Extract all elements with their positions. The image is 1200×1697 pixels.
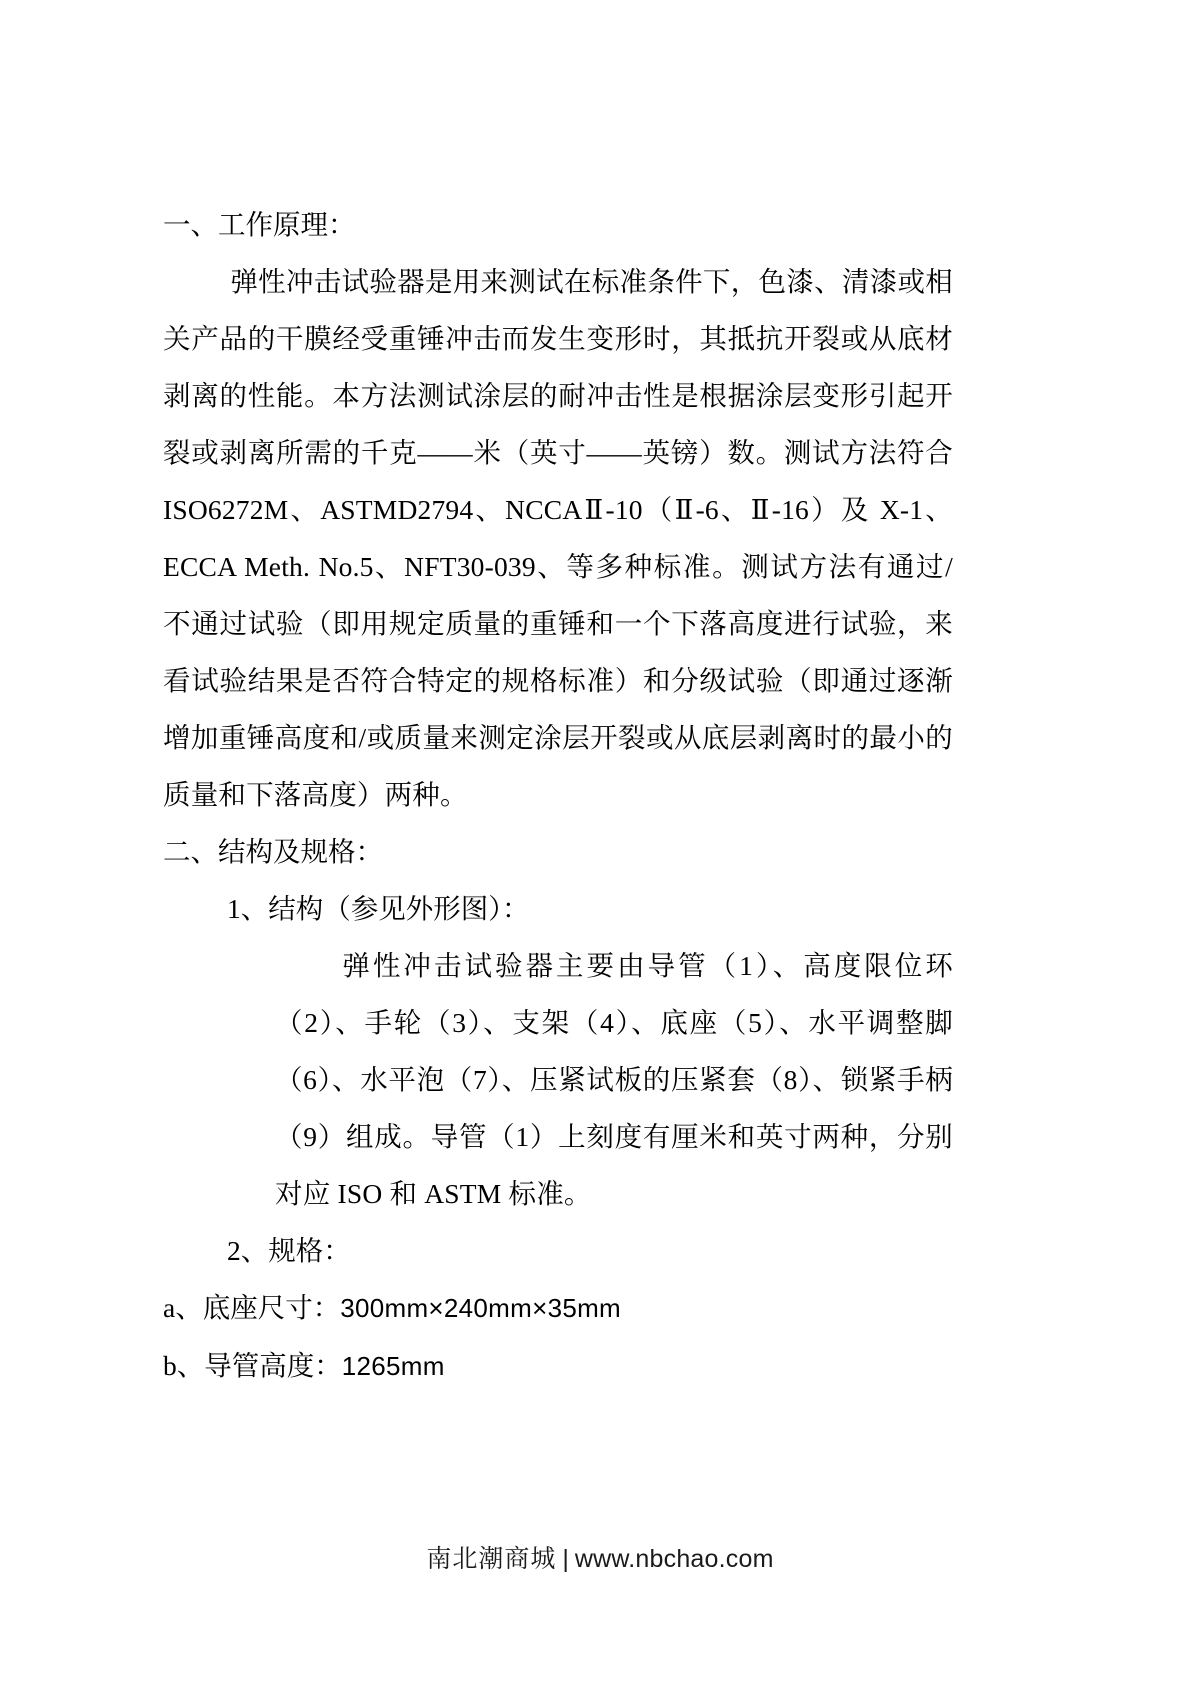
section-2-item-1-paragraph: 弹性冲击试验器主要由导管（1）、高度限位环（2）、手轮（3）、支架（4）、底座（5）、水平调整脚（6）、水平泡（7）、压紧试板的压紧套（8）、锁紧手柄（9）组成。导管（1）上刻度有厘米和英寸两种，分别对应 ISO 和 ASTM 标准。 (275, 950, 953, 1209)
page-footer (0, 1542, 1200, 1577)
section-1-heading: 一、工作原理： (163, 209, 356, 240)
section-1-paragraph: 弹性冲击试验器是用来测试在标准条件下，色漆、清漆或相关产品的干膜经受重锤冲击而发生变形时，其抵抗开裂或从底材剥离的性能。本方法测试涂层的耐冲击性是根据涂层变形引起开裂或剥离所需的千克——米（英寸——英镑）数。测试方法符合 ISO6272M、ASTMD2794、NCCAⅡ-10（Ⅱ-6、Ⅱ-16）及 X-1、ECCA Meth. No.5、NFT30-039、等多种标准。测试方法有通过/不通过试验（即用规定质量的重锤和一个下落高度进行试验，来看试验结果是否符合特定的规格标准）和分级试验（即通过逐渐增加重锤高度和/或质量来测定涂层开裂或从底层剥离时的最小的质量和下落高度）两种。 (163, 266, 953, 810)
document-body (163, 196, 953, 1395)
footer-url: www.nbchao.com (574, 1545, 774, 1573)
spec-value-tube-height: 1265mm (341, 1351, 445, 1381)
footer-site-name: 南北潮商城 (426, 1546, 557, 1573)
section-2-item-2-heading: 2、规格： (227, 1235, 351, 1266)
section-2-item-1-heading: 1、结构（参见外形图）： (227, 893, 530, 924)
footer-separator: | (562, 1545, 569, 1573)
spec-value-base-dimensions: 300mm×240mm×35mm (340, 1293, 622, 1323)
spec-label-base-dimensions: a、底座尺寸： (163, 1292, 341, 1323)
spec-label-tube-height: b、导管高度： (163, 1350, 342, 1381)
section-2-heading: 二、结构及规格： (163, 836, 383, 867)
spec-row-base-dimensions (163, 1279, 841, 1337)
spec-row-tube-height (163, 1337, 841, 1395)
